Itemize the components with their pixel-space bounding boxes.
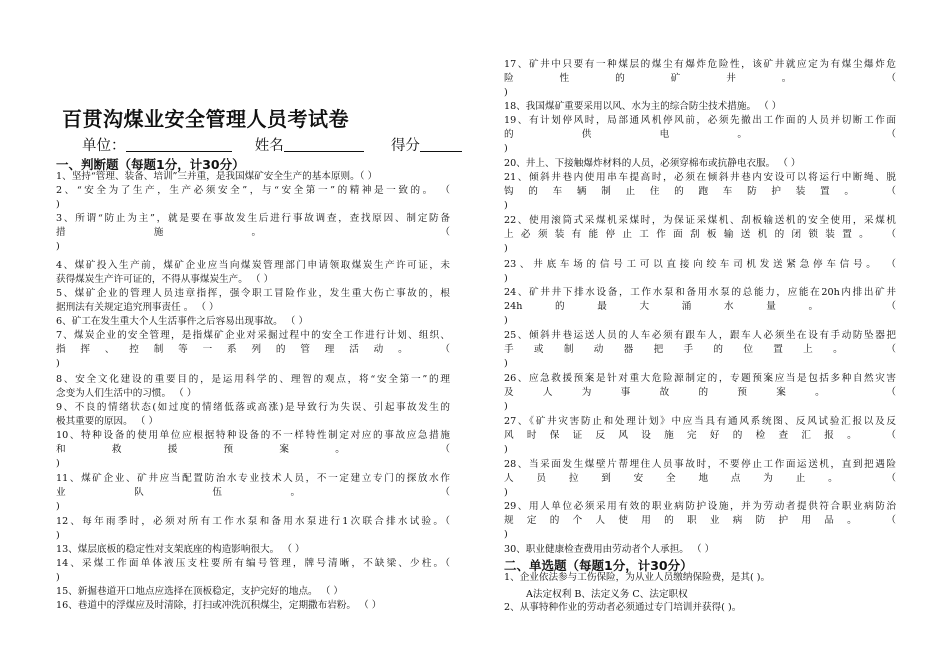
question-line: 险性的矿井。 （ (504, 73, 896, 85)
left-question (56, 315, 450, 329)
question-line: 风时保证反风设施完好的检查汇报。 （ (504, 430, 896, 442)
question-line: 2、“安全为了生产，生产必须安全”，与“安全第一”的精神是一致的。 （ (56, 185, 450, 196)
choice-options-q1: A法定权利 B、法定义务 C、法定职权 (526, 589, 688, 600)
left-question (56, 373, 450, 401)
right-question (504, 100, 896, 114)
question-line: 规定的个人使用的职业病防护用品。 （ (504, 515, 896, 527)
left-question (56, 184, 450, 212)
question-line: 2、从事特种作业的劳动者必须通过专门培训并获得( )。 (504, 602, 742, 613)
left-question (56, 472, 450, 514)
left-question (56, 599, 450, 613)
question-line: 18、我国煤矿重要采用以风、水为主的综合防尘技术措施。 （ ） (504, 101, 782, 112)
question-line: ) (56, 572, 60, 584)
question-line: 手或制动器把手的位置上。 （ (504, 344, 896, 356)
question-line: 4、煤矿投入生产前，煤矿企业应当向煤炭管理部门申请领取煤炭生产许可证，未 (56, 260, 450, 271)
question-line: 6、矿工在发生重大个人生活事件之后容易出现事故。 （ ） (56, 316, 309, 327)
question-line: 16、巷道中的浮煤应及时清除，打扫或冲洗沉积煤尘，定期撒布岩粉。 （ ） (56, 600, 382, 611)
right-question (504, 171, 896, 213)
question-line: 27、《矿井灾害防止和处理计划》中应当具有通风系统图、反风试验汇报以及反 (504, 416, 896, 427)
exam-title: 百贯沟煤业安全管理人员考试卷 (62, 107, 349, 131)
right-question (504, 458, 896, 500)
question-line: 19、有计划停风时，局部通风机停风前，必须先撤出工作面的人员并切断工作面 (504, 115, 896, 126)
unit-label: 单位： (82, 138, 126, 154)
right-question (504, 601, 896, 615)
question-line: 12、每年雨季时，必须对所有工作水泵和备用水泵进行1次联合排水试验。（ (56, 516, 450, 527)
score-blank (420, 137, 462, 152)
question-line: 13、煤层底板的稳定性对支架底座的构造影响很大。 （ ） (56, 544, 305, 555)
question-line: 5、煤矿企业的管理人员违章指挥，强令职工冒险作业，发生重大伤亡事故的，根 (56, 288, 450, 299)
question-line: ) (504, 444, 508, 456)
right-question (504, 258, 896, 286)
name-blank (284, 137, 364, 152)
question-line: 1、坚持“管理、装备、培训”三并重，是我国煤矿安全生产的基本原则。（ ） (56, 171, 378, 182)
question-line: 极其重要的原因。 （ ） (56, 416, 159, 428)
exam-info-line (82, 134, 462, 155)
question-line: 20、井上、下接触爆炸材料的人员，必须穿棉布或抗静电衣服。 （ ） (504, 158, 801, 169)
section-heading-true-false: 一、判断题（每题1分，计30分） (56, 157, 245, 172)
question-line: ) (504, 243, 508, 255)
question-line: ) (504, 315, 508, 327)
left-question (56, 429, 450, 471)
question-line: ) (504, 529, 508, 541)
question-line: ) (56, 199, 60, 211)
question-line: 10、特种设备的使用单位应根据特种设备的不一样特性制定对应的事故应急措施 (56, 430, 450, 441)
question-line: 指挥、控制等一系列的管理活动。 （ (56, 344, 450, 356)
question-line: 28、当采面发生煤壁片帮埋住人员事故时，不要停止工作面运送机，直到把遇险 (504, 459, 896, 470)
left-question (56, 212, 450, 254)
section-heading-single-choice: 二、单选题（每题1分，计30分） (504, 558, 693, 573)
right-question (504, 58, 896, 100)
left-question (56, 585, 450, 599)
question-line: 9、不良的情绪状态(如过度的情绪低落或高涨)是导致行为失误、引起事故发生的 (56, 402, 450, 413)
question-line: ) (56, 530, 60, 542)
question-line: 24、矿井井下排水设备，工作水泵和备用水泵的总能力，应能在20h内排出矿井 (504, 287, 896, 298)
right-question (504, 214, 896, 256)
question-line: 23、井底车场的信号工可以直接向绞车司机发送紧急停车信号。 （ (504, 259, 896, 270)
right-question (504, 157, 896, 171)
question-line: 上必须装有能停止工作面刮板输送机的闭锁装置。 （ (504, 229, 896, 241)
question-line: ) (56, 458, 60, 470)
left-question (56, 329, 450, 371)
question-line: 7、煤炭企业的安全管理，是指煤矿企业对采掘过程中的安全工作进行计划、组织、 (56, 330, 450, 341)
left-question (56, 557, 450, 585)
question-line: 11、煤矿企业、矿井应当配置防治水专业技术人员，不一定建立专门的探放水作 (56, 473, 450, 484)
question-line: 措施。 （ (56, 227, 450, 239)
question-line: 和救援预案。 （ (56, 444, 450, 456)
question-line: ) (56, 358, 60, 370)
question-line: 24h的最大涌水量。 （ (504, 301, 896, 313)
question-line: ) (504, 273, 508, 285)
question-line: 业队伍。 （ (56, 487, 450, 499)
question-line: ) (504, 358, 508, 370)
right-question (504, 543, 896, 557)
question-line: 29、用人单位必须采用有效的职业病防护设施，并为劳动者提供符合职业病防治 (504, 501, 896, 512)
left-question (56, 287, 450, 315)
question-line: 22、使用滚筒式采煤机采煤时，为保证采煤机、刮板输送机的安全使用，采煤机 (504, 215, 896, 226)
question-line: 8、安全文化建设的重要目的，是运用科学的、理智的观点，将“安全第一”的理 (56, 374, 450, 385)
right-question (504, 114, 896, 156)
left-question (56, 515, 450, 543)
question-line: 3、所谓“防止为主”，就是要在事故发生后进行事故调查，查找原因、制定防备 (56, 213, 450, 224)
left-question (56, 401, 450, 429)
question-line: 念变为人们生活中的习惯。 （ ） (56, 388, 197, 400)
question-line: 21、倾斜井巷内使用串车提高时，必须在倾斜井巷内安设可以将运行中断绳、脱 (504, 172, 896, 183)
score-label: 得分 (390, 138, 420, 154)
left-question (56, 170, 450, 184)
question-line: 据刑法有关规定追究刑事责任 。 （ ） (56, 302, 219, 314)
right-question (504, 415, 896, 457)
right-question (504, 500, 896, 542)
question-line: ) (56, 241, 60, 253)
name-label: 姓名 (254, 138, 284, 154)
question-line: 30、职业健康检查费用由劳动者个人承担。 （ ） (504, 544, 715, 555)
question-line: ) (504, 200, 508, 212)
question-line: ) (504, 87, 508, 99)
left-question (56, 543, 450, 557)
right-question (504, 286, 896, 328)
right-question (504, 372, 896, 414)
question-line: 及人为事故的预案。 （ (504, 387, 896, 399)
question-line: ) (504, 143, 508, 155)
question-line: ) (504, 401, 508, 413)
question-line: ) (504, 487, 508, 499)
question-line: 25、倾斜井巷运送人员的人车必须有跟车人，跟车人必须坐在设有手动防坠器把 (504, 330, 896, 341)
unit-blank (126, 137, 232, 152)
question-line: 的供电。 （ (504, 129, 896, 141)
question-line: 15、新掘巷道开口地点应选择在顶板稳定，支护完好的地点。 （ ） (56, 586, 343, 597)
question-line: 17、矿井中只要有一种煤层的煤尘有爆炸危险性，该矿井就应定为有煤尘爆炸危 (504, 59, 896, 70)
question-line: 钩的车辆制止住的跑车防护装置。 （ (504, 186, 896, 198)
question-line: 人员拉到安全地点为止。 （ (504, 473, 896, 485)
question-line: 26、应急救援预案是针对重大危险源制定的，专题预案应当是包括多种自然灾害 (504, 373, 896, 384)
question-line: 1、企业依法参与工伤保险，为从业人员缴纳保险费，是其( )。 (504, 572, 771, 583)
question-line: ) (56, 501, 60, 513)
question-line: 获得煤炭生产许可证的，不得从事煤炭生产。 （ ） (56, 274, 274, 286)
right-question (504, 329, 896, 371)
question-line: 14、采煤工作面单体液压支柱要所有编号管理，牌号清晰，不缺梁、少柱。（ (56, 558, 450, 569)
left-question (56, 259, 450, 287)
